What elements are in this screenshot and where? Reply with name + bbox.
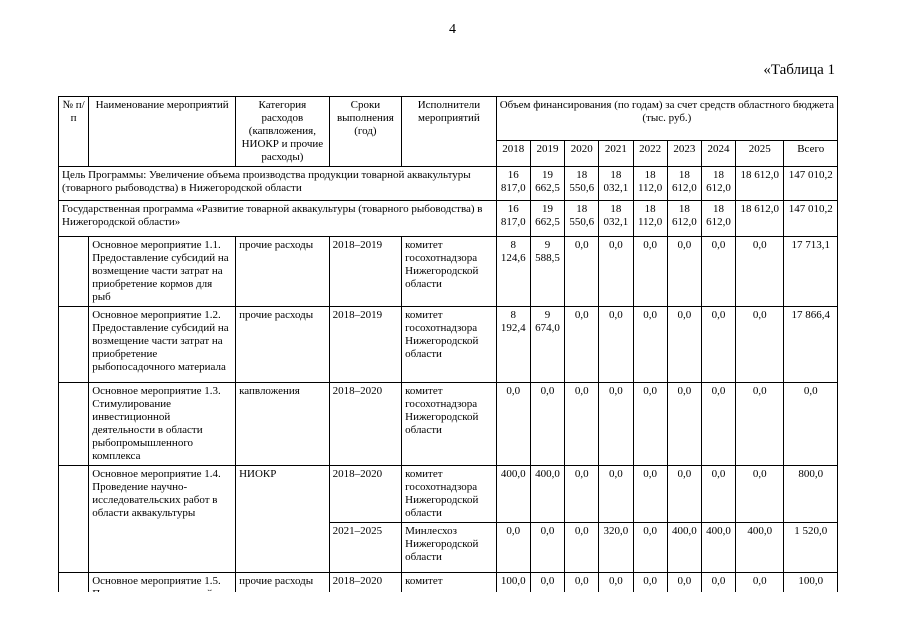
value-cell: 9 674,0 <box>530 307 564 383</box>
value-cell: 0,0 <box>599 573 633 633</box>
num-cell <box>59 466 89 573</box>
value-cell: 0,0 <box>701 466 735 523</box>
executor-cell: комитет госохотнадзора Нижегородской области <box>402 466 497 523</box>
header-name: Наименование мероприятий <box>89 97 236 167</box>
terms-cell: 2018–2019 <box>329 307 401 383</box>
terms-cell: 2021–2025 <box>329 523 401 573</box>
value-cell: 400,0 <box>496 466 530 523</box>
value-cell: 18 112,0 <box>633 201 667 237</box>
value-cell: 0,0 <box>667 573 701 633</box>
total-header: Всего <box>784 141 838 167</box>
value-cell: 0,0 <box>701 237 735 307</box>
value-cell: 0,0 <box>565 523 599 573</box>
value-cell: 8 192,4 <box>496 307 530 383</box>
value-cell: 400,0 <box>736 523 784 573</box>
value-cell: 16 817,0 <box>496 201 530 237</box>
value-cell: 0,0 <box>633 383 667 466</box>
value-cell: 0,0 <box>667 383 701 466</box>
header-executors: Исполнители мероприятий <box>402 97 497 167</box>
year-header: 2020 <box>565 141 599 167</box>
value-cell: 0,0 <box>667 466 701 523</box>
measure-name: Основное мероприятие 1.5. <box>89 573 236 633</box>
value-cell: 0,0 <box>633 307 667 383</box>
header-row <box>59 97 838 141</box>
value-cell: 0,0 <box>599 383 633 466</box>
year-header: 2021 <box>599 141 633 167</box>
value-cell: 0,0 <box>599 237 633 307</box>
value-cell: 0,0 <box>530 573 564 633</box>
value-cell: 16 817,0 <box>496 167 530 201</box>
value-cell: 18 612,0 <box>701 201 735 237</box>
header-category: Категория расходов (капвложения, НИОКР и прочие расходы) <box>236 97 330 167</box>
table-title: «Таблица 1 <box>763 62 835 78</box>
value-cell: 19 662,5 <box>530 201 564 237</box>
executor-cell: комитет <box>402 573 497 633</box>
value-cell: 400,0 <box>667 523 701 573</box>
num-cell <box>59 237 89 307</box>
value-cell: 0,0 <box>667 237 701 307</box>
measure-name: Основное мероприятие 1.4. Проведение научно-исследовательских работ в области аквакультуры <box>89 466 236 573</box>
value-cell: 0,0 <box>599 307 633 383</box>
total-cell: 147 010,2 <box>784 167 838 201</box>
value-cell: 18 550,6 <box>565 201 599 237</box>
value-cell: 0,0 <box>633 523 667 573</box>
page-number: 4 <box>449 22 456 37</box>
value-cell: 0,0 <box>565 383 599 466</box>
total-cell: 100,0 <box>784 573 838 633</box>
num-cell <box>59 383 89 466</box>
value-cell: 0,0 <box>565 237 599 307</box>
value-cell: 18 032,1 <box>599 201 633 237</box>
total-cell: 1 520,0 <box>784 523 838 573</box>
value-cell: 18 112,0 <box>633 167 667 201</box>
terms-cell: 2018–2020 <box>329 466 401 523</box>
measure-name: Основное мероприятие 1.2. Предоставление субсидий на возмещение части затрат на приобретение рыбопосадочного материала <box>89 307 236 383</box>
value-cell: 0,0 <box>565 307 599 383</box>
value-cell: 8 124,6 <box>496 237 530 307</box>
value-cell: 0,0 <box>496 523 530 573</box>
year-header: 2025 <box>736 141 784 167</box>
value-cell: 0,0 <box>736 466 784 523</box>
header-financing: Объем финансирования (по годам) за счет средств областного бюджета (тыс. руб.) <box>496 97 837 141</box>
value-cell: 18 612,0 <box>736 201 784 237</box>
header-num: № п/п <box>59 97 89 167</box>
value-cell: 0,0 <box>667 307 701 383</box>
value-cell: 0,0 <box>530 383 564 466</box>
value-cell: 18 550,6 <box>565 167 599 201</box>
program-row <box>59 201 838 237</box>
value-cell: 0,0 <box>633 237 667 307</box>
value-cell: 0,0 <box>565 573 599 633</box>
value-cell: 0,0 <box>736 237 784 307</box>
value-cell: 0,0 <box>633 466 667 523</box>
executor-cell: Минлесхоз Нижегородской области <box>402 523 497 573</box>
table-row <box>59 383 838 466</box>
year-header: 2018 <box>496 141 530 167</box>
value-cell: 19 662,5 <box>530 167 564 201</box>
value-cell: 18 612,0 <box>701 167 735 201</box>
measure-name: Основное мероприятие 1.1. Предоставление субсидий на возмещение части затрат на приобретение кормов для рыб <box>89 237 236 307</box>
value-cell: 100,0 <box>496 573 530 633</box>
total-cell: 147 010,2 <box>784 201 838 237</box>
total-cell: 17 866,4 <box>784 307 838 383</box>
value-cell: 400,0 <box>701 523 735 573</box>
year-header: 2024 <box>701 141 735 167</box>
page-bottom-margin <box>58 592 840 640</box>
table-row <box>59 466 838 523</box>
table-row <box>59 307 838 383</box>
executor-cell: комитет госохотнадзора Нижегородской области <box>402 383 497 466</box>
category-cell: прочие расходы <box>236 237 330 307</box>
header-terms: Сроки выполнения (год) <box>329 97 401 167</box>
value-cell: 0,0 <box>736 383 784 466</box>
value-cell: 18 612,0 <box>736 167 784 201</box>
year-header: 2022 <box>633 141 667 167</box>
value-cell: 0,0 <box>701 307 735 383</box>
terms-cell: 2018–2020 <box>329 383 401 466</box>
year-header: 2019 <box>530 141 564 167</box>
category-cell: прочие расходы <box>236 573 330 633</box>
year-header: 2023 <box>667 141 701 167</box>
value-cell: 0,0 <box>736 573 784 633</box>
value-cell: 9 588,5 <box>530 237 564 307</box>
measure-name: Основное мероприятие 1.3. Стимулирование инвестиционной деятельности в области рыбопромышленного комплекса <box>89 383 236 466</box>
value-cell: 0,0 <box>565 466 599 523</box>
program-text: Государственная программа «Развитие товарной аквакультуры (товарного рыбоводства) в Нижегородской области» <box>59 201 497 237</box>
value-cell: 320,0 <box>599 523 633 573</box>
value-cell: 18 032,1 <box>599 167 633 201</box>
category-cell: НИОКР <box>236 466 330 573</box>
total-cell: 17 713,1 <box>784 237 838 307</box>
value-cell: 400,0 <box>530 466 564 523</box>
value-cell: 0,0 <box>496 383 530 466</box>
financing-table <box>58 96 838 633</box>
value-cell: 0,0 <box>736 307 784 383</box>
value-cell: 0,0 <box>701 383 735 466</box>
value-cell: 0,0 <box>530 523 564 573</box>
value-cell: 0,0 <box>701 573 735 633</box>
executor-cell: комитет госохотнадзора Нижегородской области <box>402 307 497 383</box>
goal-row <box>59 167 838 201</box>
total-cell: 0,0 <box>784 383 838 466</box>
goal-text: Цель Программы: Увеличение объема производства продукции товарной аквакультуры (товарного рыбоводства) в Нижегородской области <box>59 167 497 201</box>
value-cell: 18 612,0 <box>667 167 701 201</box>
value-cell: 0,0 <box>633 573 667 633</box>
value-cell: 18 612,0 <box>667 201 701 237</box>
category-cell: прочие расходы <box>236 307 330 383</box>
category-cell: капвложения <box>236 383 330 466</box>
table-row <box>59 237 838 307</box>
value-cell: 0,0 <box>599 466 633 523</box>
terms-cell: 2018–2020 <box>329 573 401 633</box>
executor-cell: комитет госохотнадзора Нижегородской области <box>402 237 497 307</box>
terms-cell: 2018–2019 <box>329 237 401 307</box>
num-cell <box>59 307 89 383</box>
total-cell: 800,0 <box>784 466 838 523</box>
